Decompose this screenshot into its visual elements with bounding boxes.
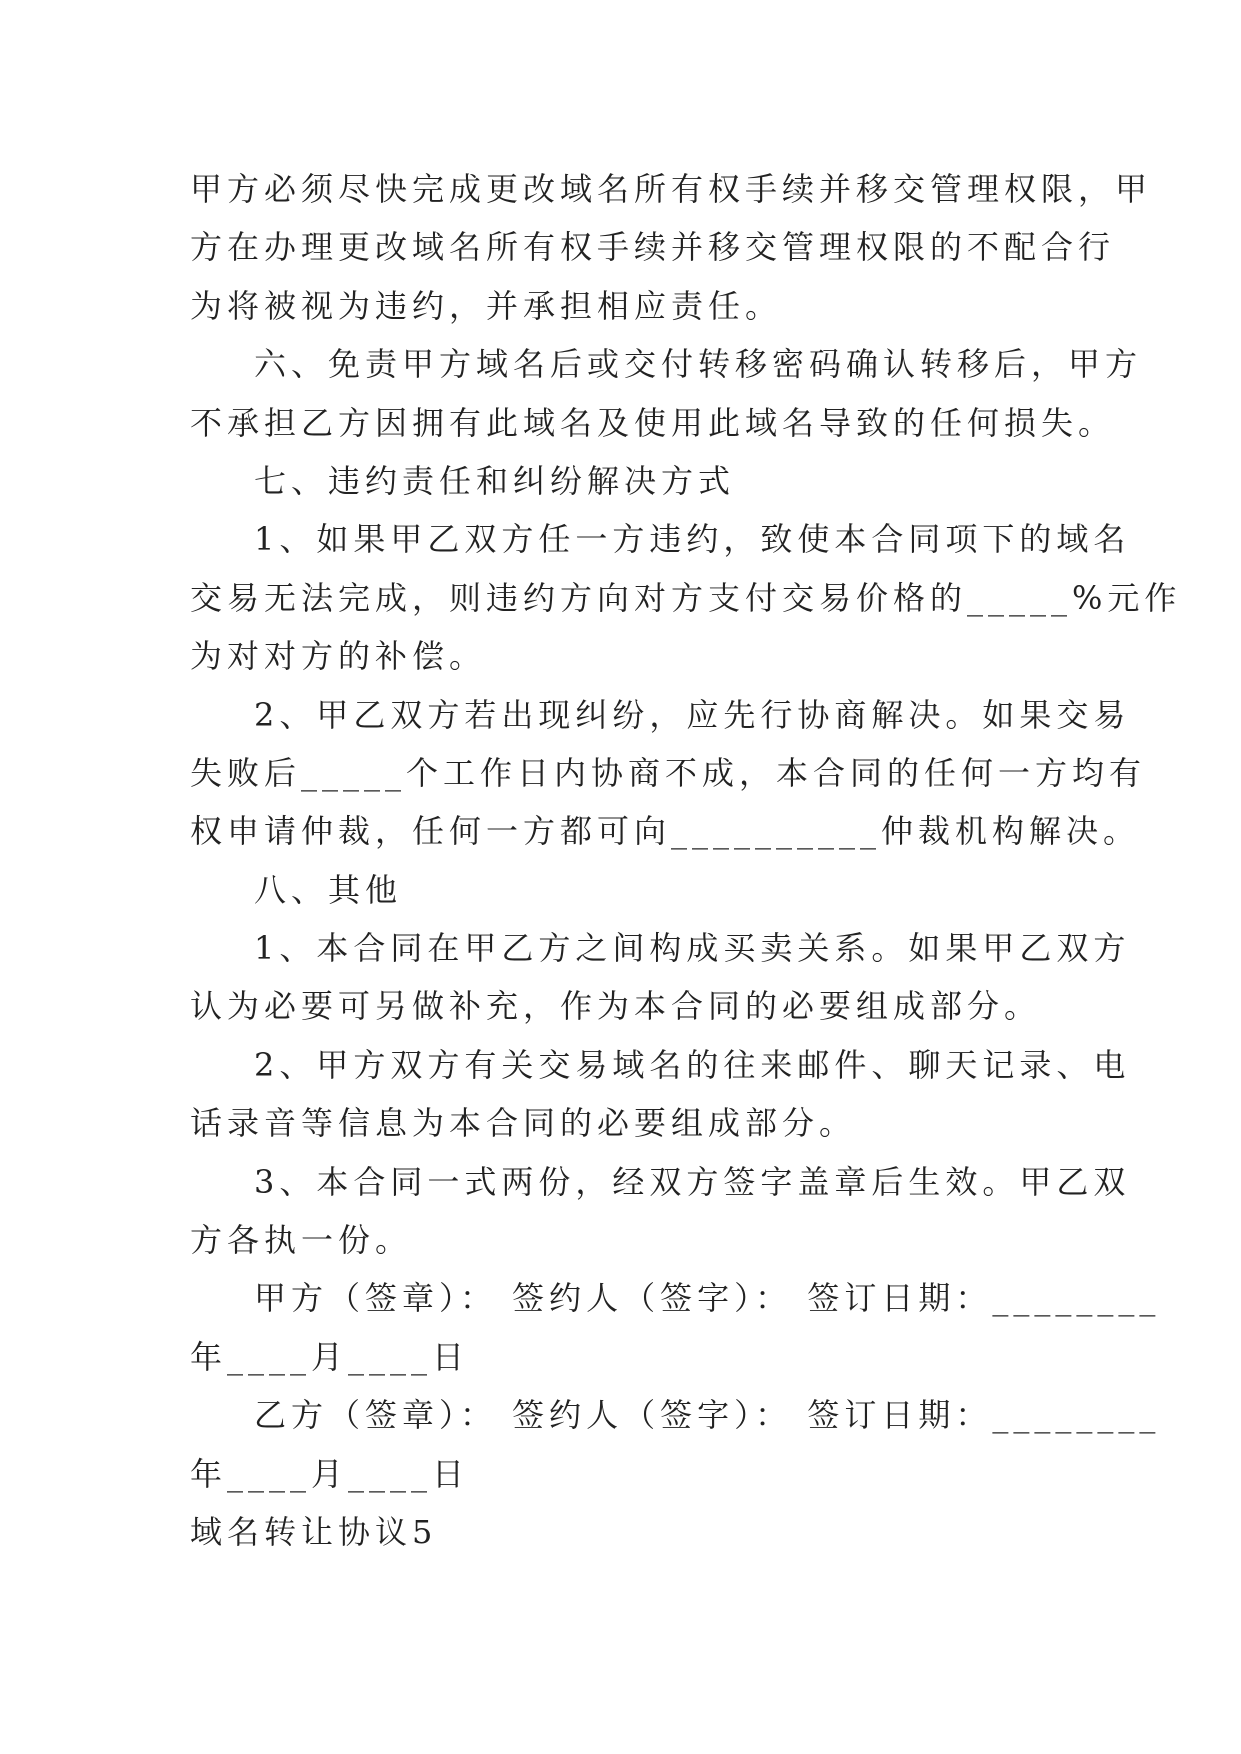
body-line: 为将被视为违约，并承担相应责任。 [190,286,783,325]
body-line: 权申请仲裁，任何一方都可向__________仲裁机构解决。 [190,812,1141,851]
document-page [190,160,1182,1561]
body-line: 失败后_____个工作日内协商不成，本合同的任何一方均有 [190,753,1147,792]
clause-line: 2、甲方双方有关交易域名的往来邮件、聊天记录、电 [254,1045,1131,1084]
party-b-date-line: 年____月____日 [190,1454,470,1493]
party-a-date-line: 年____月____日 [190,1337,470,1376]
clause-line: 1、本合同在甲乙方之间构成买卖关系。如果甲乙双方 [254,929,1131,968]
body-line: 为对对方的补偿。 [190,637,487,676]
body-line: 方在办理更改域名所有权手续并移交管理权限的不配合行 [190,228,1116,267]
clause-line: 3、本合同一式两份，经双方签字盖章后生效。甲乙双 [254,1162,1131,1201]
body-line: 不承担乙方因拥有此域名及使用此域名导致的任何损失。 [190,403,1116,442]
party-b-signature-line: 乙方（签章）： 签约人（签字）： 签订日期：________ [254,1396,1161,1435]
clause-line: 2、甲乙双方若出现纠纷，应先行协商解决。如果交易 [254,695,1131,734]
section-heading-liability: 七、违约责任和纠纷解决方式 [254,461,736,500]
section-heading-disclaimer: 六、免责甲方域名后或交付转移密码确认转移后，甲方 [254,345,1143,384]
section-heading-other: 八、其他 [254,870,403,909]
body-line: 交易无法完成，则违约方向对方支付交易价格的_____%元作 [190,578,1182,617]
clause-line: 1、如果甲乙双方任一方违约，致使本合同项下的域名 [254,520,1131,559]
body-line: 甲方必须尽快完成更改域名所有权手续并移交管理权限，甲 [190,170,1153,208]
next-agreement-title: 域名转让协议5 [190,1512,438,1551]
body-line: 认为必要可另做补充，作为本合同的必要组成部分。 [190,987,1042,1026]
body-line: 话录音等信息为本合同的必要组成部分。 [190,1104,857,1143]
party-a-signature-line: 甲方（签章）： 签约人（签字）： 签订日期：________ [254,1279,1161,1318]
body-line: 方各执一份。 [190,1221,413,1260]
